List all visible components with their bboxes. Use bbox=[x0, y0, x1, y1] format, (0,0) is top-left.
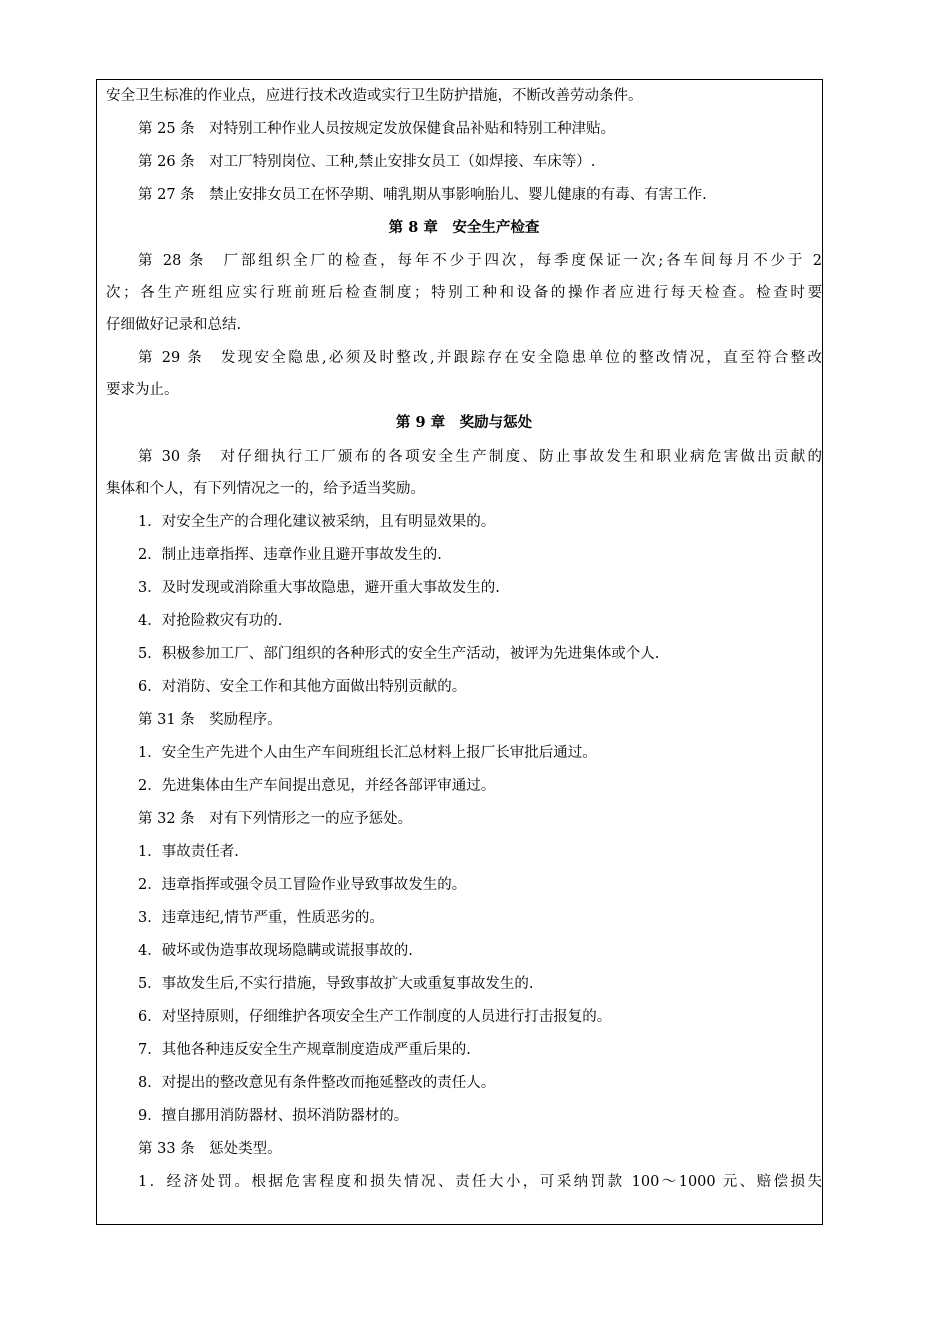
list-item: 1．对安全生产的合理化建议被采纳，且有明显效果的。 bbox=[138, 514, 496, 530]
article-26: 第 26 条 对工厂特别岗位、工种,禁止安排女员工（如焊接、车床等）. bbox=[138, 154, 596, 170]
chapter-9-heading: 第 9 章 奖励与惩处 bbox=[395, 414, 533, 431]
article-30: 第 30 条 对仔细执行工厂颁布的各项安全生产制度、防止事故发生和职业病危害做出贡献的 bbox=[138, 449, 822, 465]
list-item: 1．事故责任者. bbox=[138, 844, 239, 860]
text-line: 安全卫生标准的作业点，应进行技术改造或实行卫生防护措施，不断改善劳动条件。 bbox=[106, 88, 643, 104]
list-item: 8．对提出的整改意见有条件整改而拖延整改的责任人。 bbox=[138, 1075, 496, 1091]
list-item: 7．其他各种违反安全生产规章制度造成严重后果的. bbox=[138, 1042, 471, 1058]
article-28: 第 28 条 厂部组织全厂的检查，每年不少于四次，每季度保证一次;各车间每月不少于 2 bbox=[138, 253, 822, 269]
chapter-8-heading: 第 8 章 安全生产检查 bbox=[388, 219, 540, 236]
list-item: 3．违章违纪,情节严重，性质恶劣的。 bbox=[138, 910, 384, 926]
text-line: 要求为止。 bbox=[106, 382, 179, 398]
article-32: 第 32 条 对有下列情形之一的应予惩处。 bbox=[138, 811, 413, 827]
list-item: 6．对坚持原则，仔细维护各项安全生产工作制度的人员进行打击报复的。 bbox=[138, 1009, 612, 1025]
list-item: 2．先进集体由生产车间提出意见，并经各部评审通过。 bbox=[138, 778, 496, 794]
list-item: 3．及时发现或消除重大事故隐患，避开重大事故发生的. bbox=[138, 580, 500, 596]
text-line: 集体和个人，有下列情况之一的，给予适当奖励。 bbox=[106, 481, 425, 497]
text-line: 仔细做好记录和总结. bbox=[106, 317, 242, 333]
list-item: 4．破坏或伪造事故现场隐瞒或谎报事故的. bbox=[138, 943, 413, 959]
list-item: 2．违章指挥或强令员工冒险作业导致事故发生的。 bbox=[138, 877, 467, 893]
article-27: 第 27 条 禁止安排女员工在怀孕期、哺乳期从事影响胎儿、婴儿健康的有毒、有害工作. bbox=[138, 187, 707, 203]
article-29: 第 29 条 发现安全隐患,必须及时整改,并跟踪存在安全隐患单位的整改情况，直至符合整改 bbox=[138, 350, 822, 366]
list-item: 1．经济处罚。根据危害程度和损失情况、责任大小，可采纳罚款 100～1000 元、赔偿损失 bbox=[138, 1174, 822, 1190]
list-item: 9．擅自挪用消防器材、损坏消防器材的。 bbox=[138, 1108, 409, 1124]
list-item: 6．对消防、安全工作和其他方面做出特别贡献的。 bbox=[138, 679, 467, 695]
list-item: 1．安全生产先进个人由生产车间班组长汇总材料上报厂长审批后通过。 bbox=[138, 745, 597, 761]
article-31: 第 31 条 奖励程序。 bbox=[138, 712, 282, 728]
list-item: 5．积极参加工厂、部门组织的各种形式的安全生产活动，被评为先进集体或个人. bbox=[138, 646, 660, 662]
article-33: 第 33 条 惩处类型。 bbox=[138, 1141, 282, 1157]
list-item: 2．制止违章指挥、违章作业且避开事故发生的. bbox=[138, 547, 442, 563]
article-25: 第 25 条 对特别工种作业人员按规定发放保健食品补贴和特别工种津贴。 bbox=[138, 121, 616, 137]
list-item: 4．对抢险救灾有功的. bbox=[138, 613, 283, 629]
text-line: 次；各生产班组应实行班前班后检查制度；特别工种和设备的操作者应进行每天检查。检查时要 bbox=[106, 285, 822, 301]
list-item: 5．事故发生后,不实行措施，导致事故扩大或重复事故发生的. bbox=[138, 976, 534, 992]
